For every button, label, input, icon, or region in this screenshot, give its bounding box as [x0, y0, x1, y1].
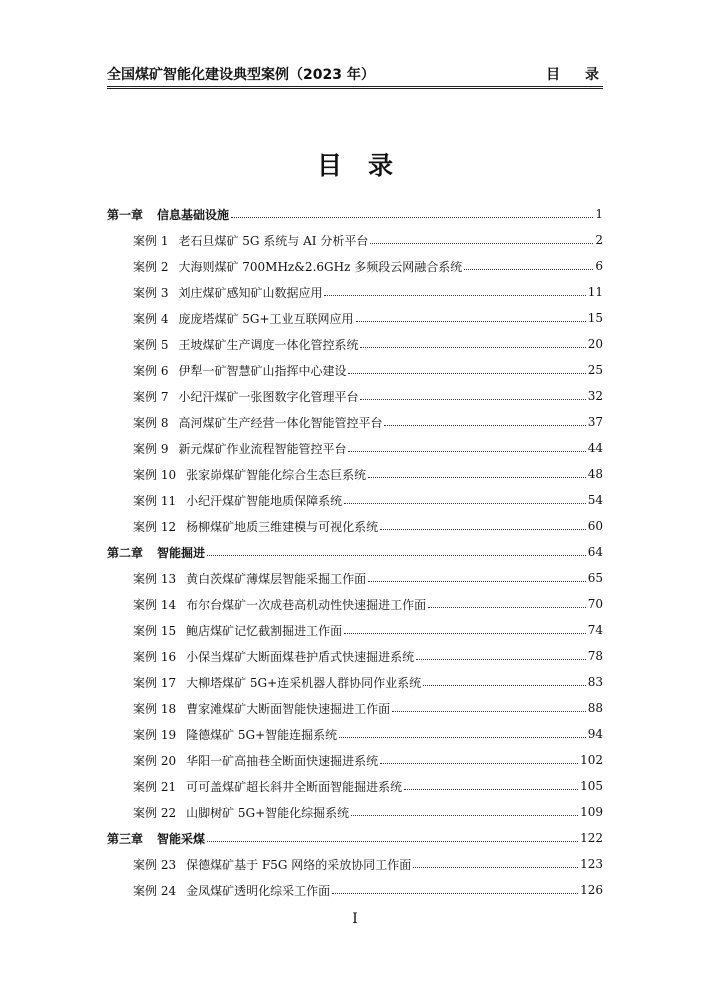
toc-entry-title: 隆德煤矿 5G+智能连掘系统 [186, 727, 338, 742]
toc-leader-dots [360, 398, 585, 400]
toc-entry-label [133, 336, 358, 353]
toc-entry-number: 案例 12 [133, 519, 177, 534]
toc-case-entry[interactable] [107, 565, 603, 591]
toc-entry-title: 山脚树矿 5G+智能化综掘系统 [186, 805, 350, 820]
toc-entry-label [133, 310, 354, 327]
toc-entry-label [133, 492, 342, 509]
page-title: 目录 [316, 151, 419, 180]
toc-entry-title: 伊犁一矿智慧矿山指挥中心建设 [178, 363, 347, 378]
toc-page-number: 1 [595, 207, 603, 221]
toc-leader-dots [428, 606, 586, 608]
toc-entry-number: 案例 23 [133, 857, 177, 872]
toc-leader-dots [348, 450, 585, 452]
toc-page-number: 44 [587, 441, 603, 455]
toc-entry-label [133, 674, 421, 691]
toc-entry-label [133, 752, 378, 769]
toc-entry-number: 案例 17 [133, 675, 177, 690]
toc-entry-label [107, 544, 205, 561]
toc-page-number: 78 [587, 649, 603, 663]
toc-page-number: 102 [580, 753, 603, 767]
toc-case-entry[interactable] [107, 487, 603, 513]
toc-entry-label [107, 830, 205, 847]
toc-page-number: 11 [587, 285, 603, 299]
toc-leader-dots [351, 814, 578, 816]
toc-entry-number: 案例 21 [133, 779, 177, 794]
toc-entry-label [107, 206, 229, 223]
header-book-title: 全国煤矿智能化建设典型案例（2023 年） [107, 67, 375, 83]
toc-entry-number: 第二章 [107, 545, 144, 560]
toc-leader-dots [344, 632, 586, 634]
toc-entry-number: 案例 6 [133, 363, 169, 378]
toc-entry-number: 案例 3 [133, 285, 169, 300]
toc-case-entry[interactable] [107, 851, 603, 877]
toc-entry-title: 智能采煤 [157, 831, 206, 846]
toc-entry-label [133, 570, 366, 587]
toc-page-number: 54 [587, 493, 603, 507]
toc-leader-dots [384, 424, 585, 426]
toc-entry-number: 案例 2 [133, 259, 169, 274]
toc-page-number: 65 [587, 571, 603, 585]
toc-entry-number: 案例 13 [133, 571, 177, 586]
toc-entry-title: 布尔台煤矿一次成巷高机动性快速掘进工作面 [186, 597, 427, 612]
header-rule-top [107, 86, 603, 87]
toc-case-entry[interactable] [107, 669, 603, 695]
toc-page-number: 15 [587, 311, 603, 325]
toc-entry-title: 杨柳煤矿地质三维建模与可视化系统 [186, 519, 379, 534]
toc-page-number: 74 [587, 623, 603, 637]
toc-leader-dots [356, 320, 586, 322]
toc-case-entry[interactable] [107, 279, 603, 305]
toc-case-entry[interactable] [107, 747, 603, 773]
toc-entry-label [133, 856, 411, 873]
toc-leader-dots [207, 554, 586, 556]
toc-case-entry[interactable] [107, 591, 603, 617]
toc-case-entry[interactable] [107, 721, 603, 747]
toc-leader-dots [370, 242, 593, 244]
toc-entry-title: 大海则煤矿 700MHz&2.6GHz 多频段云网融合系统 [178, 259, 463, 274]
toc-entry-number: 案例 4 [133, 311, 169, 326]
toc-entry-number: 案例 10 [133, 467, 177, 482]
toc-entry-title: 智能掘进 [157, 545, 206, 560]
toc-leader-dots [348, 372, 585, 374]
toc-page-number: 32 [587, 389, 603, 403]
toc-entry-number: 案例 15 [133, 623, 177, 638]
toc-leader-dots [368, 476, 586, 478]
toc-entry-number: 案例 11 [133, 493, 177, 508]
toc-page-number: 6 [595, 259, 603, 273]
toc-entry-title: 金凤煤矿透明化综采工作面 [186, 883, 331, 898]
toc-page-number: 70 [587, 597, 603, 611]
toc-entry-label [133, 284, 322, 301]
toc-entry-title: 小纪汗煤矿一张图数字化管理平台 [178, 389, 359, 404]
toc-page-number: 109 [580, 805, 603, 819]
toc-case-entry[interactable] [107, 643, 603, 669]
toc-leader-dots [360, 346, 585, 348]
toc-entry-title: 保德煤矿基于 F5G 网络的采放协同工作面 [186, 857, 412, 872]
toc-case-entry[interactable] [107, 227, 603, 253]
toc-entry-title: 新元煤矿作业流程智能管控平台 [178, 441, 347, 456]
toc-entry-title: 黄白茨煤矿薄煤层智能采掘工作面 [186, 571, 367, 586]
toc-leader-dots [207, 840, 578, 842]
page-number: I [352, 911, 358, 927]
toc-entry-label [133, 362, 346, 379]
toc-entry-label [133, 232, 368, 249]
toc-case-entry[interactable] [107, 877, 603, 903]
toc-page-number: 122 [580, 831, 603, 845]
toc-leader-dots [324, 294, 585, 296]
toc-page-number: 94 [587, 727, 603, 741]
toc-chapter-entry[interactable] [107, 201, 603, 227]
toc-entry-number: 案例 5 [133, 337, 169, 352]
toc-entry-title: 小保当煤矿大断面煤巷护盾式快速掘进系统 [186, 649, 415, 664]
toc-leader-dots [231, 216, 593, 218]
toc-page-number: 88 [587, 701, 603, 715]
toc-page-number: 2 [595, 233, 603, 247]
toc-entry-title: 张家峁煤矿智能化综合生态巨系统 [186, 467, 367, 482]
toc-case-entry[interactable] [107, 435, 603, 461]
toc-entry-label [133, 700, 390, 717]
toc-entry-label [133, 726, 337, 743]
toc-entry-number: 案例 7 [133, 389, 169, 404]
toc-chapter-entry[interactable] [107, 539, 603, 565]
toc-leader-dots [392, 710, 586, 712]
toc-entry-label [133, 466, 366, 483]
toc-case-entry[interactable] [107, 799, 603, 825]
toc-page-number: 37 [587, 415, 603, 429]
toc-entry-label [133, 882, 330, 899]
toc-entry-label [133, 804, 349, 821]
toc-entry-number: 案例 1 [133, 233, 169, 248]
toc-page-number: 60 [587, 519, 603, 533]
toc-entry-label [133, 258, 462, 275]
toc-leader-dots [404, 788, 578, 790]
toc-leader-dots [413, 866, 578, 868]
toc-leader-dots [368, 580, 586, 582]
toc-entry-label [133, 440, 346, 457]
toc-entry-title: 小纪汗煤矿智能地质保障系统 [186, 493, 343, 508]
toc-entry-title: 华阳一矿高抽巷全断面快速掘进系统 [186, 753, 379, 768]
toc-entry-number: 案例 16 [133, 649, 177, 664]
table-of-contents [107, 201, 603, 903]
toc-entry-title: 老石旦煤矿 5G 系统与 AI 分析平台 [178, 233, 369, 248]
toc-page-number: 83 [587, 675, 603, 689]
toc-case-entry[interactable] [107, 513, 603, 539]
toc-entry-number: 案例 18 [133, 701, 177, 716]
toc-entry-label [133, 518, 378, 535]
toc-leader-dots [380, 762, 578, 764]
header-section-title: 目 录 [546, 67, 609, 83]
toc-case-entry[interactable] [107, 305, 603, 331]
toc-leader-dots [380, 528, 586, 530]
toc-page-number: 126 [580, 883, 603, 897]
toc-case-entry[interactable] [107, 409, 603, 435]
toc-entry-number: 案例 9 [133, 441, 169, 456]
toc-case-entry[interactable] [107, 695, 603, 721]
toc-leader-dots [464, 268, 593, 270]
toc-entry-title: 可可盖煤矿超长斜井全断面智能掘进系统 [186, 779, 403, 794]
toc-entry-label [133, 778, 402, 795]
toc-case-entry[interactable] [107, 331, 603, 357]
toc-leader-dots [423, 684, 586, 686]
toc-page-number: 64 [587, 545, 603, 559]
toc-case-entry[interactable] [107, 383, 603, 409]
toc-case-entry[interactable] [107, 617, 603, 643]
toc-entry-label [133, 388, 358, 405]
toc-leader-dots [416, 658, 586, 660]
toc-entry-label [133, 648, 414, 665]
toc-entry-title: 庞庞塔煤矿 5G+工业互联网应用 [178, 311, 354, 326]
toc-entry-title: 高河煤矿生产经营一体化智能管控平台 [178, 415, 383, 430]
toc-case-entry[interactable] [107, 461, 603, 487]
toc-entry-title: 刘庄煤矿感知矿山数据应用 [178, 285, 323, 300]
toc-entry-title: 鲍店煤矿记忆截割掘进工作面 [186, 623, 343, 638]
toc-entry-number: 案例 19 [133, 727, 177, 742]
toc-entry-title: 王坡煤矿生产调度一体化管控系统 [178, 337, 359, 352]
toc-page-number: 48 [587, 467, 603, 481]
toc-entry-number: 第一章 [107, 207, 144, 222]
toc-entry-title: 曹家滩煤矿大断面智能快速掘进工作面 [186, 701, 391, 716]
toc-case-entry[interactable] [107, 773, 603, 799]
toc-case-entry[interactable] [107, 357, 603, 383]
toc-entry-number: 案例 14 [133, 597, 177, 612]
header-rule-bottom [107, 88, 603, 89]
toc-page-number: 123 [580, 857, 603, 871]
toc-leader-dots [339, 736, 586, 738]
toc-entry-label [133, 414, 382, 431]
running-header [107, 60, 609, 84]
toc-leader-dots [344, 502, 586, 504]
toc-case-entry[interactable] [107, 253, 603, 279]
toc-entry-title: 大柳塔煤矿 5G+连采机器人群协同作业系统 [186, 675, 422, 690]
toc-entry-number: 案例 20 [133, 753, 177, 768]
toc-entry-number: 案例 22 [133, 805, 177, 820]
toc-page-number: 20 [587, 337, 603, 351]
toc-chapter-entry[interactable] [107, 825, 603, 851]
toc-entry-number: 案例 8 [133, 415, 169, 430]
toc-leader-dots [332, 892, 578, 894]
toc-page-number: 105 [580, 779, 603, 793]
toc-entry-label [133, 596, 426, 613]
toc-page-number: 25 [587, 363, 603, 377]
toc-entry-number: 案例 24 [133, 883, 177, 898]
toc-entry-title: 信息基础设施 [157, 207, 230, 222]
toc-entry-number: 第三章 [107, 831, 144, 846]
toc-entry-label [133, 622, 342, 639]
